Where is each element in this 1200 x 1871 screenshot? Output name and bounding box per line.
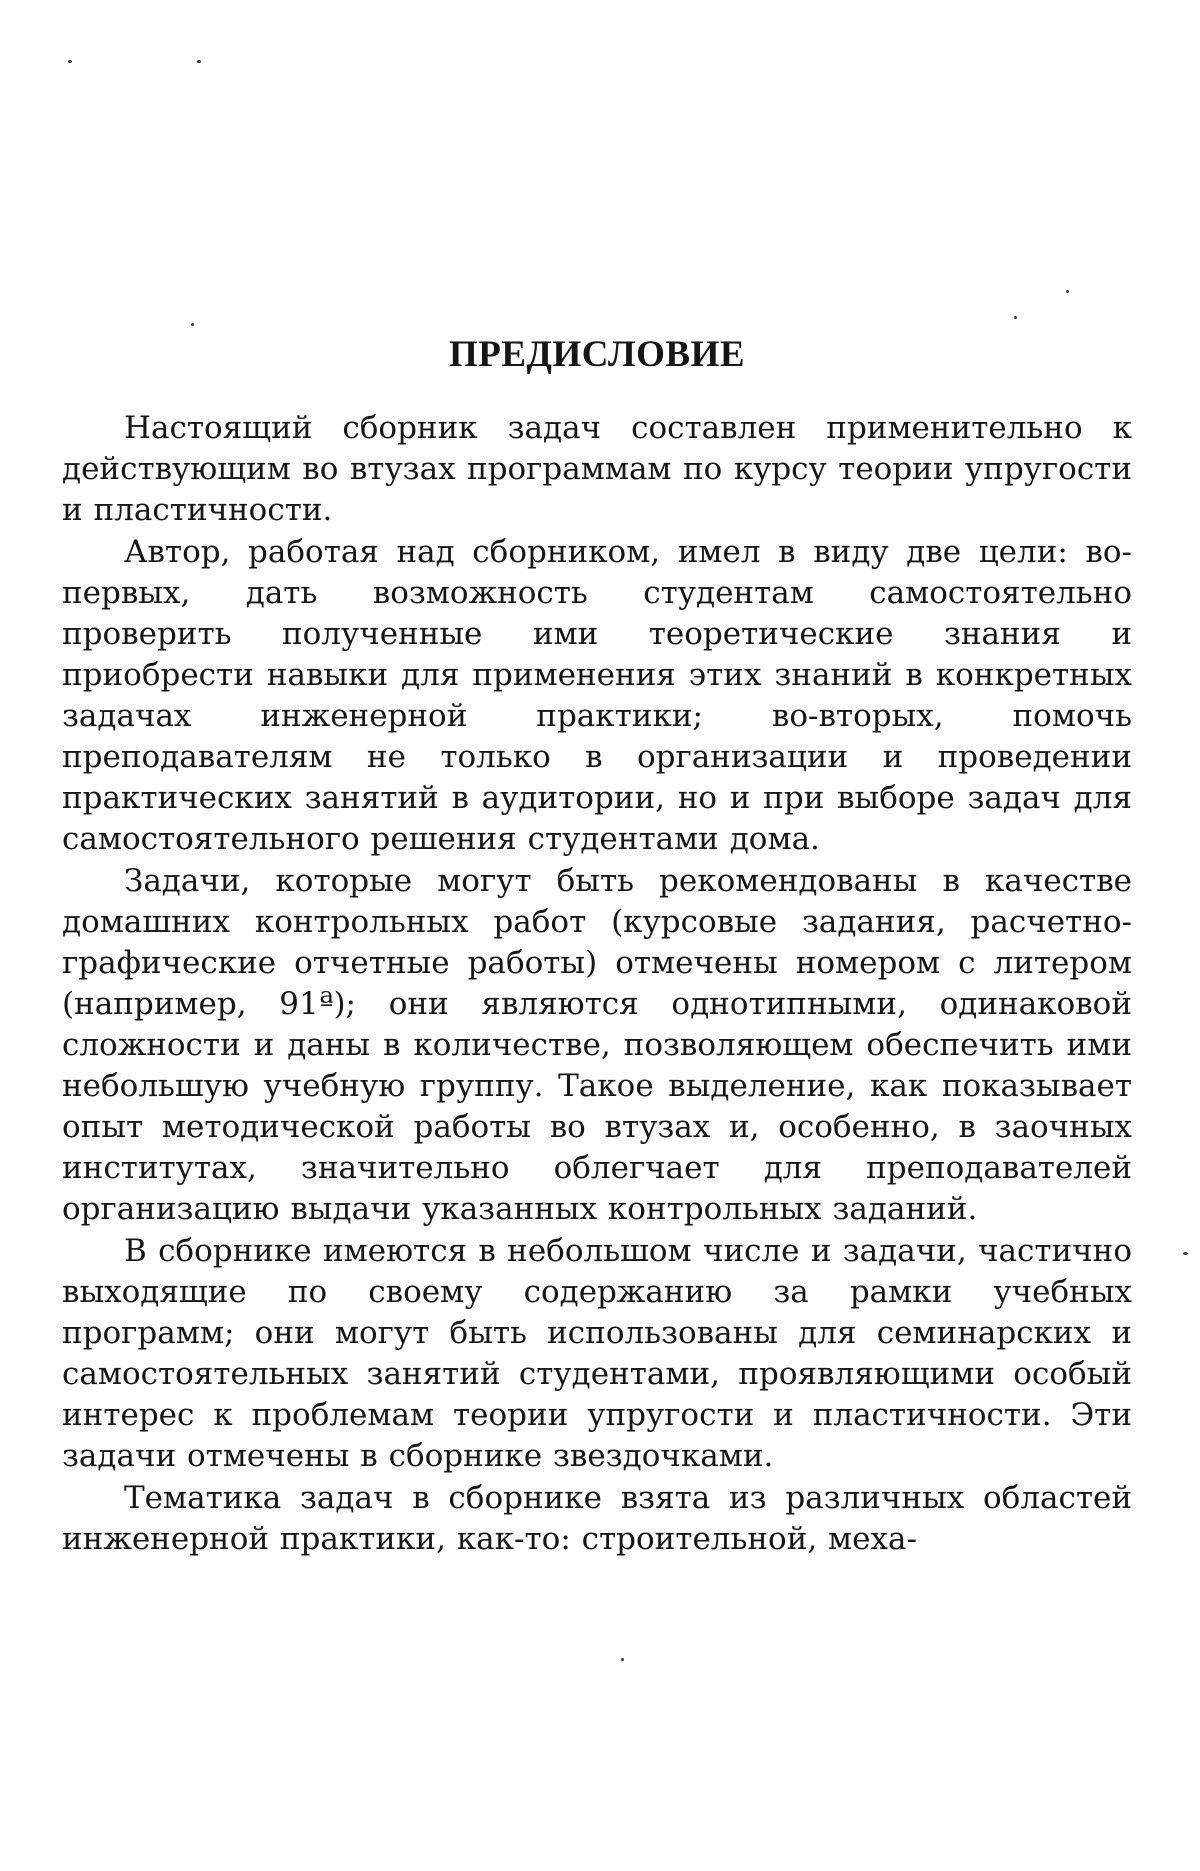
print-speck bbox=[68, 60, 72, 63]
paragraph: Тематика задач в сборнике взята из различных областей инженерной практики, как-то: строительной, меха- bbox=[62, 1480, 1132, 1557]
print-speck bbox=[621, 1658, 624, 1661]
print-speck bbox=[1014, 316, 1017, 319]
preface-section bbox=[62, 332, 1132, 1560]
print-speck bbox=[1183, 1252, 1188, 1255]
paragraph: В сборнике имеются в небольшом числе и задачи, частично выходящие по своему содержанию за рамки учебных программ; они могут быть использованы для семинарских и самостоятельных занятий студентами, проявляющими особый интерес к проблемам теории упругости и пластичности. Эти задачи отмечены в сборнике звездочками. bbox=[62, 1233, 1132, 1474]
paragraph: Автор, работая над сборником, имел в виду две цели: во-первых, дать возможность студентам самостоятельно проверить полученные ими теоретические знания и приобрести навыки для применения этих знаний в конкретных задачах инженерной практики; во-вторых, помочь преподавателям не только в организации и проведении практических занятий в аудитории, но и при выборе задач для самостоятельного решения студентами дома. bbox=[62, 534, 1132, 857]
page-title: ПРЕДИСЛОВИЕ bbox=[448, 334, 746, 375]
paragraph: Настоящий сборник задач составлен применительно к действующим во втузах программам по курсу теории упругости и пластичности. bbox=[62, 410, 1132, 528]
print-speck bbox=[191, 323, 194, 326]
print-speck bbox=[1066, 290, 1069, 293]
print-speck bbox=[197, 60, 201, 63]
paragraph: Задачи, которые могут быть рекомендованы в качестве домашних контрольных работ (курсовые задания, расчетно-графические отчетные работы) отмечены номером с литером (например, 91ª); они являются однотипными, одинаковой сложности и даны в количестве, позволяющем обеспечить ими небольшую учебную группу. Такое выделение, как показывает опыт методической работы во втузах и, особенно, в заочных институтах, значительно облегчает для преподавателей организацию выдачи указанных контрольных заданий. bbox=[62, 863, 1132, 1227]
